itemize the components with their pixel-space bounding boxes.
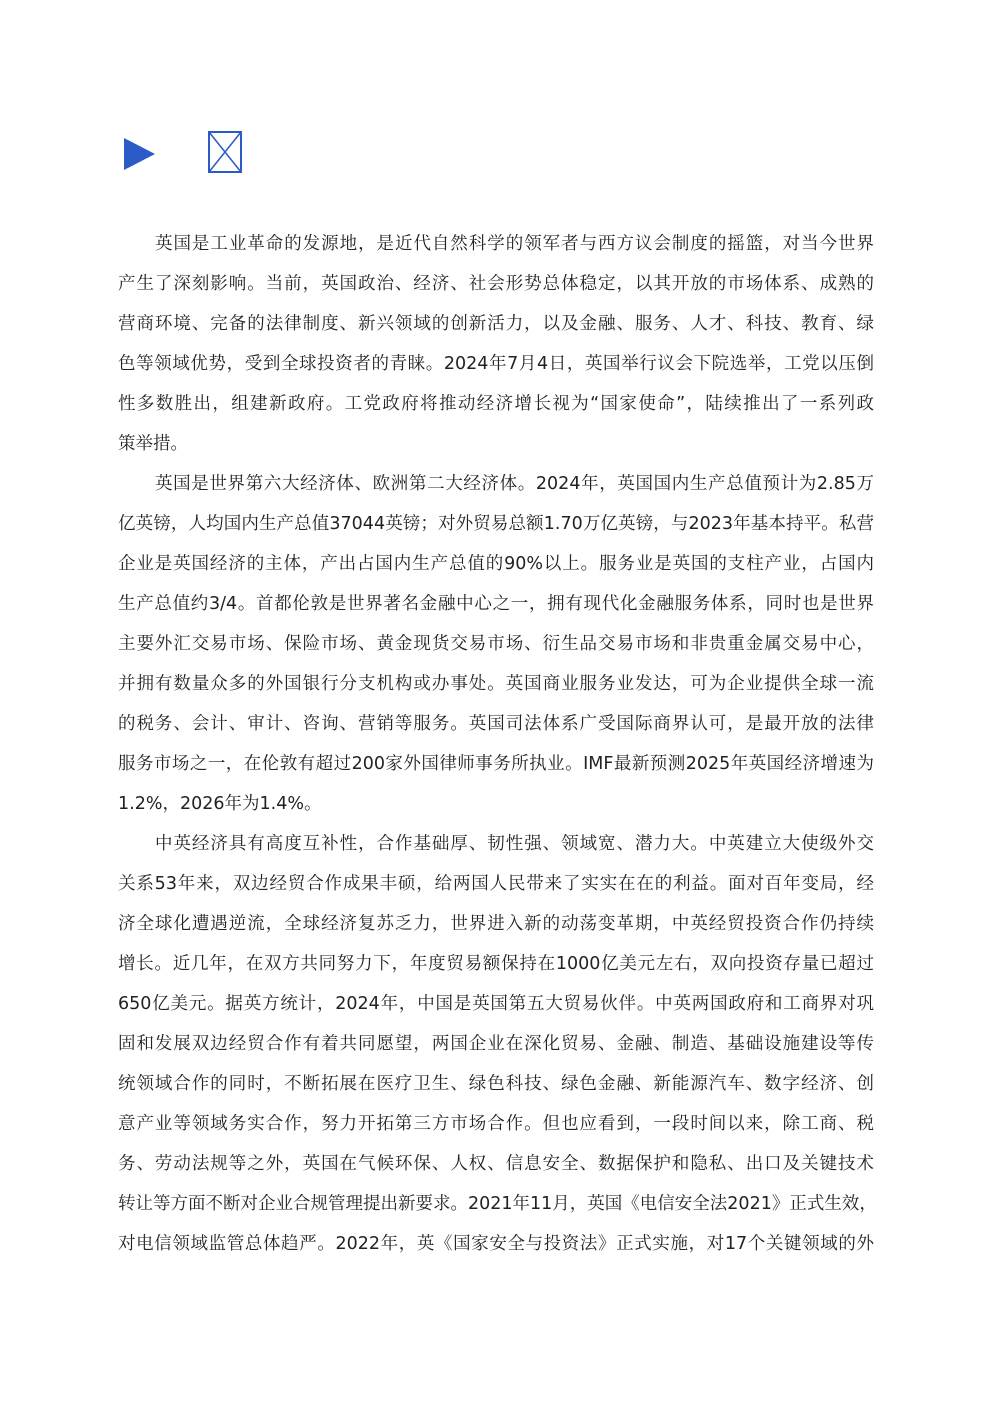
text-line: 策举措。	[118, 434, 188, 454]
text-line: 统领域合作的同时，不断拓展在医疗卫生、绿色科技、绿色金融、新能源汽车、数字经济、创	[118, 1074, 874, 1094]
text-line: 英国是工业革命的发源地，是近代自然科学的领军者与西方议会制度的摇篮，对当今世界	[155, 234, 874, 254]
text-line: 的税务、会计、审计、咨询、营销等服务。英国司法体系广受国际商界认可，是最开放的法律	[118, 714, 874, 734]
paragraph	[118, 824, 877, 1264]
text-line: 并拥有数量众多的外国银行分支机构或办事处。英国商业服务业发达，可为企业提供全球一流	[118, 674, 874, 694]
text-line: 650亿美元。据英方统计，2024年，中国是英国第五大贸易伙伴。中英两国政府和工商界对巩	[118, 994, 874, 1014]
paragraph	[118, 464, 874, 824]
text-line: 固和发展双边经贸合作有着共同愿望，两国企业在深化贸易、金融、制造、基础设施建设等传	[118, 1034, 874, 1054]
play-triangle-icon	[124, 138, 155, 170]
text-line: 性多数胜出，组建新政府。工党政府将推动经济增长视为“国家使命”，陆续推出了一系列政	[118, 394, 874, 414]
text-line: 色等领域优势，受到全球投资者的青睐。2024年7月4日，英国举行议会下院选举，工党以压倒	[118, 354, 874, 374]
text-line: 生产总值约3/4。首都伦敦是世界著名金融中心之一，拥有现代化金融服务体系，同时也是世界	[118, 594, 874, 614]
text-line: 产生了深刻影响。当前，英国政治、经济、社会形势总体稳定，以其开放的市场体系、成熟的	[118, 274, 874, 294]
text-line: 意产业等领域务实合作，努力开拓第三方市场合作。但也应看到，一段时间以来，除工商、税	[118, 1114, 874, 1134]
paragraph	[118, 224, 874, 464]
text-line: 亿英镑，人均国内生产总值37044英镑；对外贸易总额1.70万亿英镑，与2023年基本持平。私营	[118, 514, 874, 534]
text-line: 服务市场之一，在伦敦有超过200家外国律师事务所执业。IMF最新预测2025年英国经济增速为	[118, 754, 874, 774]
text-line: 1.2%，2026年为1.4%。	[118, 794, 322, 814]
missing-image-box-icon	[208, 131, 242, 173]
text-line: 务、劳动法规等之外，英国在气候环保、人权、信息安全、数据保护和隐私、出口及关键技术	[118, 1154, 874, 1174]
text-line: 英国是世界第六大经济体、欧洲第二大经济体。2024年，英国国内生产总值预计为2.85万	[155, 474, 874, 494]
text-line: 营商环境、完备的法律制度、新兴领域的创新活力，以及金融、服务、人才、科技、教育、绿	[118, 314, 874, 334]
text-line: 关系53年来，双边经贸合作成果丰硕，给两国人民带来了实实在在的利益。面对百年变局，经	[118, 874, 874, 894]
text-line: 主要外汇交易市场、保险市场、黄金现货交易市场、衍生品交易市场和非贵重金属交易中心，	[118, 634, 874, 654]
text-line: 增长。近几年，在双方共同努力下，年度贸易额保持在1000亿美元左右，双向投资存量已超过	[118, 954, 874, 974]
text-line: 转让等方面不断对企业合规管理提出新要求。2021年11月，英国《电信安全法2021》正式生效，	[118, 1194, 877, 1214]
text-line: 企业是英国经济的主体，产出占国内生产总值的90%以上。服务业是英国的支柱产业，占国内	[118, 554, 874, 574]
text-line: 对电信领域监管总体趋严。2022年，英《国家安全与投资法》正式实施，对17个关键领域的外	[118, 1234, 874, 1254]
document-body	[118, 224, 877, 1264]
text-line: 中英经济具有高度互补性，合作基础厚、韧性强、领域宽、潜力大。中英建立大使级外交	[155, 834, 874, 854]
text-line: 济全球化遭遇逆流，全球经济复苏乏力，世界进入新的动荡变革期，中英经贸投资合作仍持续	[118, 914, 874, 934]
